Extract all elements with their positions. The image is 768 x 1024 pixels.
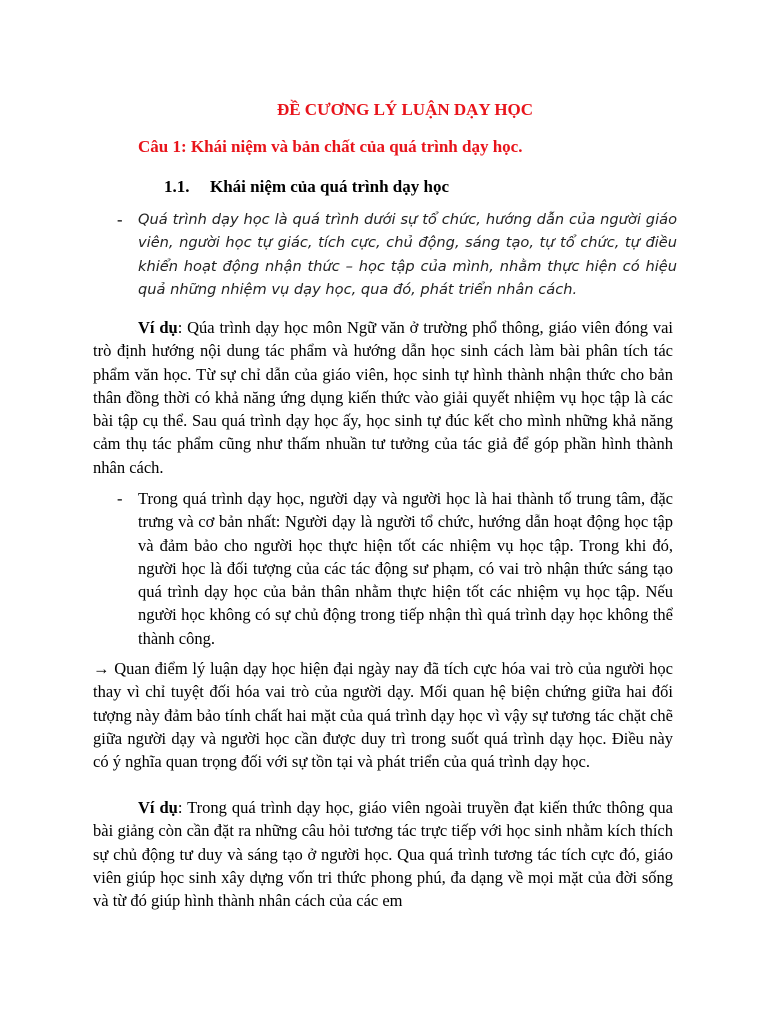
definition-bullet <box>117 208 677 301</box>
example-lead: Ví dụ <box>138 798 178 817</box>
example-text: : Qúa trình dạy học môn Ngữ văn ở trường phổ thông, giáo viên đóng vai trò định hướng nội dung tác phẩm và hướng dẫn học sinh cách làm bài phân tích tác phẩm văn học. Từ sự chỉ dẫn của giáo viên, học sinh tự hình thành nhận thức cho bản thân đồng thời có khả năng ứng dụng kiến thức vào giải quyết nhiệm vụ học tập là các bài tập cụ thể. Sau quá trình dạy học ấy, học sinh tự đúc kết cho mình những khả năng cảm thụ tác phẩm cũng như thấm nhuần tư tưởng của tác giả để góp phần hình thành nhân cách. <box>93 318 673 477</box>
subsection-heading <box>164 177 449 197</box>
definition-text: Quá trình dạy học là quá trình dưới sự tổ chức, hướng dẫn của người giáo viên, người học tự giác, tích cực, chủ động, sáng tạo, tự tổ chức, tự điều khiển hoạt động nhận thức – học tập của mình, nhằm thực hiện có hiệu quả những nhiệm vụ dạy học, qua đó, phát triển nhân cách. <box>138 211 677 298</box>
roles-text: Trong quá trình dạy học, người dạy và người học là hai thành tố trung tâm, đặc trưng và cơ bản nhất: Người dạy là người tổ chức, hướng dẫn hoạt động học tập và đảm bảo cho người học thực hiện tốt các nhiệm vụ học tập. Trong khi đó, người học là đối tượng của các tác động sư phạm, có vai trò nhận thức sáng tạo quá trình dạy học của bản thân nhằm thực hiện tốt các nhiệm vụ học tập. Nếu người học không có sự chủ động trong tiếp nhận thì quá trình dạy học không thể thành công. <box>138 489 673 648</box>
example-lead: Ví dụ <box>138 318 178 337</box>
conclusion-paragraph: → Quan điểm lý luận dạy học hiện đại ngày nay đã tích cực hóa vai trò của người học thay vì chỉ tuyệt đối hóa vai trò của người dạy. Mối quan hệ biện chứng giữa hai đối tượng này đảm bảo tính chất hai mặt của quá trình dạy học vì vậy sự tương tác chặt chẽ giữa người dạy và người học cần được duy trì trong suốt quá trình dạy học. Điều này có ý nghĩa quan trọng đối với sự tồn tại và phát triển của quá trình dạy học. <box>93 659 673 772</box>
subsection-title: Khái niệm của quá trình dạy học <box>210 177 449 196</box>
bullet-dash: - <box>117 210 123 229</box>
example-paragraph-1 <box>93 316 673 479</box>
bullet-dash: - <box>117 489 123 508</box>
roles-bullet <box>117 487 673 650</box>
example-paragraph-2 <box>93 796 673 912</box>
question-heading: Câu 1: Khái niệm và bản chất của quá trình dạy học. <box>138 137 523 156</box>
subsection-number: 1.1. <box>164 177 190 196</box>
document-title: ĐỀ CƯƠNG LÝ LUẬN DẠY HỌC <box>276 100 534 119</box>
example-text: : Trong quá trình dạy học, giáo viên ngoài truyền đạt kiến thức thông qua bài giảng còn cần đặt ra những câu hỏi tương tác trực tiếp với học sinh nhằm kích thích sự chủ động tư duy và sáng tạo ở người học. Qua quá trình tương tác tích cực đó, giáo viên giúp học sinh xây dựng vốn tri thức phong phú, đa dạng về mọi mặt của đời sống và từ đó giúp hình thành nhân cách của các em <box>93 798 673 911</box>
